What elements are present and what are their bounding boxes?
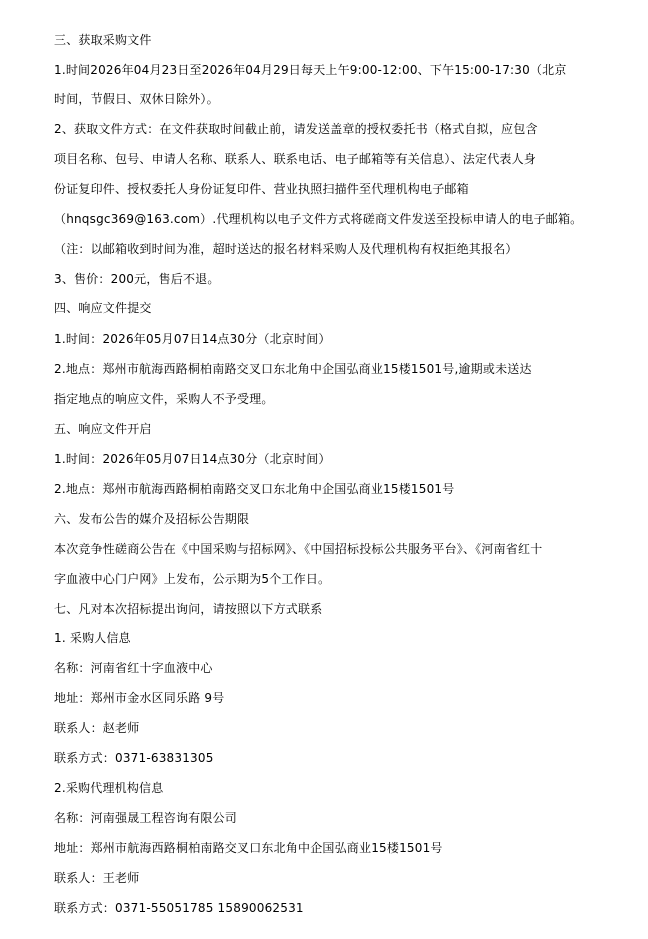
obtain-method-line-1: 2、获取文件方式：在文件获取时间截止前，请发送盖章的授权委托书（格式自拟，应包含	[54, 122, 538, 136]
obtain-time-line-1: 1.时间2026年04月23日至2026年04月29日每天上午9:00-12:00、下午15:00-17:30（北京	[54, 63, 567, 77]
agency-contact-person-line: 联系人：王老师	[54, 871, 140, 885]
media-line-2: 字血液中心门户网》上发布，公示期为5个工作日。	[54, 572, 331, 586]
submission-place-line-2: 指定地点的响应文件，采购人不予受理。	[54, 392, 274, 406]
opening-place-line: 2.地点：郑州市航海西路桐柏南路交叉口东北角中企国弘商业15楼1501号	[54, 482, 455, 496]
section-heading-media: 六、发布公告的媒介及招标公告期限	[54, 512, 250, 526]
agency-phone-line: 联系方式：0371-55051785 15890062531	[54, 901, 304, 915]
obtain-method-line-3: 份证复印件、授权委托人身份证复印件、营业执照扫描件至代理机构电子邮箱	[54, 182, 469, 196]
purchaser-contact-person-line: 联系人：赵老师	[54, 721, 140, 735]
obtain-note-line: （注：以邮箱收到时间为准，超时送达的报名材料采购人及代理机构有权拒绝其报名）	[54, 242, 518, 256]
agency-info-heading: 2.采购代理机构信息	[54, 781, 164, 795]
price-line: 3、售价：200元，售后不退。	[54, 272, 220, 286]
section-heading-contact: 七、凡对本次招标提出询问，请按照以下方式联系	[54, 602, 323, 616]
purchaser-name-line: 名称：河南省红十字血液中心	[54, 661, 213, 675]
purchaser-address-line: 地址：郑州市金水区同乐路 9号	[54, 691, 225, 705]
opening-time-line: 1.时间：2026年05月07日14点30分（北京时间）	[54, 452, 331, 466]
submission-place-line-1: 2.地点：郑州市航海西路桐柏南路交叉口东北角中企国弘商业15楼1501号,逾期或未送达	[54, 362, 532, 376]
section-heading-submission: 四、响应文件提交	[54, 301, 152, 315]
section-heading-obtain-documents: 三、获取采购文件	[54, 33, 152, 47]
media-line-1: 本次竞争性磋商公告在《中国采购与招标网》、《中国招标投标公共服务平台》、《河南省红十	[54, 542, 543, 556]
obtain-method-line-4: （hnqsgc369@163.com）.代理机构以电子文件方式将磋商文件发送至投标申请人的电子邮箱。	[54, 212, 583, 226]
agency-address-line: 地址：郑州市航海西路桐柏南路交叉口东北角中企国弘商业15楼1501号	[54, 841, 443, 855]
obtain-time-line-2: 时间，节假日、双休日除外）。	[54, 92, 219, 106]
purchaser-info-heading: 1. 采购人信息	[54, 631, 131, 645]
agency-name-line: 名称：河南强晟工程咨询有限公司	[54, 811, 238, 825]
purchaser-phone-line: 联系方式：0371-63831305	[54, 751, 214, 765]
submission-time-line: 1.时间：2026年05月07日14点30分（北京时间）	[54, 332, 331, 346]
section-heading-opening: 五、响应文件开启	[54, 422, 152, 436]
obtain-method-line-2: 项目名称、包号、申请人名称、联系人、联系电话、电子邮箱等有关信息）、法定代表人身	[54, 152, 537, 166]
